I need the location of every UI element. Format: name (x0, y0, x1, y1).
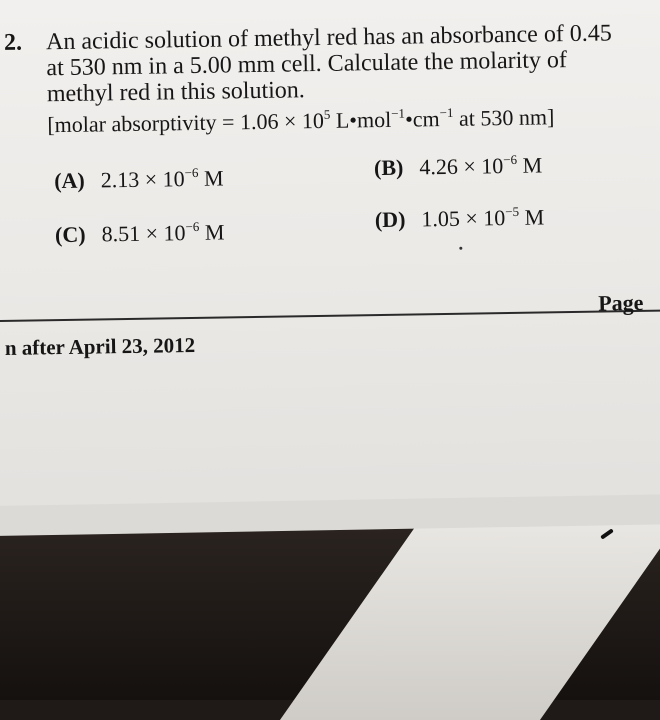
option-b-mantissa: 4.26 × 10 (419, 153, 504, 180)
option-d-label: (D) (374, 206, 406, 233)
option-b-exponent: −6 (503, 151, 518, 168)
mol-exponent: −1 (391, 105, 406, 121)
option-c (55, 219, 225, 249)
option-b-label: (B) (373, 154, 404, 181)
option-a-label: (A) (54, 167, 85, 194)
option-c-exponent: −6 (185, 218, 200, 235)
option-a (54, 165, 224, 195)
option-a-exponent: −6 (184, 164, 199, 181)
option-b-unit: M (516, 152, 543, 178)
question-line-1: An acidic solution of methyl red has an absorbance of 0.45 (45, 20, 613, 56)
molar-absorptivity-line (47, 103, 554, 138)
footer-rule (0, 309, 660, 322)
question-line-3: methyl red in this solution. (46, 77, 306, 108)
absorptivity-wavelength: at 530 nm] (453, 104, 555, 131)
cm-exponent: −1 (439, 104, 454, 121)
absorptivity-unit-cm: •cm (404, 106, 440, 132)
option-c-mantissa: 8.51 × 10 (101, 220, 186, 247)
option-d-unit: M (518, 204, 545, 230)
option-d (375, 203, 545, 233)
question-number: 2. (3, 29, 23, 56)
option-a-mantissa: 2.13 × 10 (100, 166, 185, 193)
footer-date-text: n after April 23, 2012 (4, 332, 196, 360)
absorptivity-exponent: 5 (323, 106, 331, 122)
absorptivity-text: [molar absorptivity = 1.06 × 10 (47, 107, 325, 138)
stray-dot (459, 247, 462, 250)
absorptivity-unit-mol: L•mol (330, 106, 392, 133)
option-b (374, 152, 543, 182)
option-a-unit: M (198, 165, 224, 191)
option-d-mantissa: 1.05 × 10 (421, 205, 506, 232)
question-line-2: at 530 nm in a 5.00 mm cell. Calculate the molarity of (46, 47, 568, 82)
option-c-unit: M (199, 219, 225, 245)
option-c-label: (C) (54, 221, 86, 248)
option-d-exponent: −5 (505, 203, 520, 220)
footer-page-label: Page (598, 289, 644, 316)
